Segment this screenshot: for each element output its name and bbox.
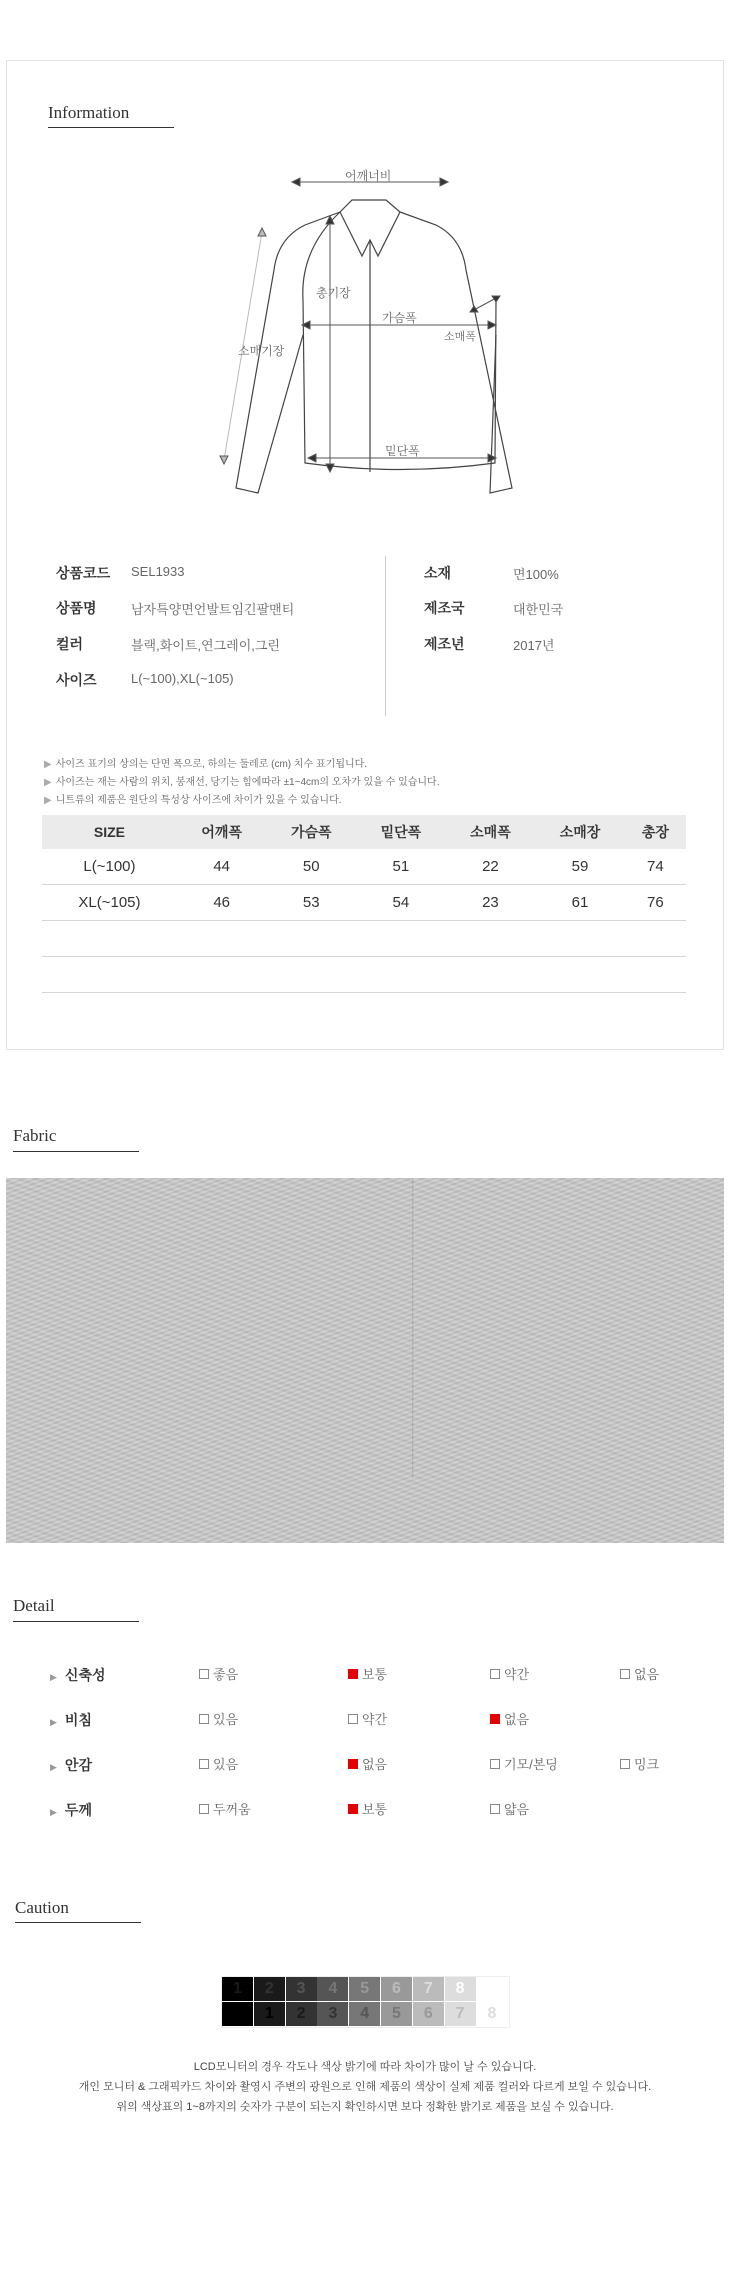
grayscale-cell: 5 [381,2002,412,2026]
spec-label-code: 상품코드 [56,565,111,581]
option-stretch-slight[interactable]: 약간 [490,1664,529,1683]
table-cell: 44 [177,849,267,885]
grayscale-cell: 7 [413,1977,444,2001]
option-thickness-thin[interactable]: 얇음 [490,1799,529,1818]
table-row [42,885,686,921]
grayscale-cell: 4 [349,2002,380,2026]
spec-value-name: 남자특양면언발트임긴팔맨티 [131,602,295,617]
spec-value-country: 대한민국 [513,602,564,617]
checkbox-icon [620,1669,630,1679]
detail-row-lining: ▶ 안감 [50,1757,92,1773]
checkbox-icon [490,1804,500,1814]
table-cell: 46 [177,885,267,921]
grayscale-cell [476,1977,507,2001]
spec-divider [385,556,386,716]
grayscale-cell: 6 [381,1977,412,2001]
checkbox-checked-icon [348,1759,358,1769]
caution-title: Caution [15,1898,69,1917]
option-thickness-normal[interactable]: 보통 [348,1799,387,1818]
spec-value-code: SEL1933 [131,564,185,579]
size-table-header-cell: 소매장 [535,815,625,849]
spec-value-material: 면100% [513,567,559,582]
detail-row-thickness: ▶ 두께 [50,1802,92,1818]
checkbox-icon [490,1669,500,1679]
size-table-header [42,815,686,849]
option-thickness-thick[interactable]: 두꺼움 [199,1799,251,1818]
garment-diagram [200,160,530,500]
spec-value-color: 블랙,화이트,연그레이,그린 [131,638,280,653]
detail-row-sheer: ▶ 비침 [50,1712,92,1728]
checkbox-icon [199,1669,209,1679]
checkbox-icon [490,1759,500,1769]
option-lining-mink[interactable]: 밍크 [620,1754,659,1773]
fabric-photo [6,1178,724,1543]
grayscale-cell: 8 [476,2002,507,2026]
table-cell: 59 [535,849,625,885]
detail-title: Detail [13,1596,55,1615]
table-cell: 61 [535,885,625,921]
grayscale-cell: 5 [349,1977,380,2001]
spec-label-color: 컬러 [56,636,84,652]
grayscale-cell [222,2002,253,2026]
grayscale-cell: 7 [445,2002,476,2026]
grayscale-cell: 6 [413,2002,444,2026]
spec-label-material: 소재 [424,565,452,581]
checkbox-checked-icon [348,1669,358,1679]
grayscale-cell: 1 [254,2002,285,2026]
checkbox-icon [348,1714,358,1724]
table-cell: 22 [446,849,536,885]
caution-title-underline [15,1922,141,1923]
fabric-title-underline [13,1151,139,1152]
detail-row-stretch: ▶ 신축성 [50,1667,106,1683]
table-cell: 23 [446,885,536,921]
diagram-label-sleeve-length: 소매기장 [238,344,285,358]
diagram-label-hem: 밑단폭 [385,444,420,458]
option-lining-yes[interactable]: 있음 [199,1754,238,1773]
spec-value-size: L(~100),XL(~105) [131,671,234,686]
grayscale-chart [221,1976,510,2028]
size-note-2: ▶ 사이즈는 재는 사람의 위치, 봉재선, 당기는 힘에따라 ±1~4cm의 오차가 있을 수 있습니다. [44,777,440,788]
fabric-seam [412,1178,415,1478]
size-table-header-cell: 총장 [625,815,686,849]
caution-line-3: 위의 색상표의 1~8까지의 숫자가 구분이 되는지 확인하시면 보다 정확한 밝기로 제품을 보실 수 있습니다. [116,2101,614,2113]
option-sheer-slight[interactable]: 약간 [348,1709,387,1728]
grayscale-cell: 2 [254,1977,285,2001]
checkbox-icon [620,1759,630,1769]
checkbox-icon [199,1714,209,1724]
grayscale-cell: 8 [445,1977,476,2001]
size-table-header-cell: 어깨폭 [177,815,267,849]
table-row-empty [42,921,686,957]
spec-label-year: 제조년 [424,636,465,652]
table-row [42,849,686,885]
option-sheer-yes[interactable]: 있음 [199,1709,238,1728]
table-cell: 53 [266,885,356,921]
size-table-header-cell: 가슴폭 [266,815,356,849]
table-row-empty [42,957,686,993]
spec-label-country: 제조국 [424,600,465,616]
grayscale-cell: 2 [286,2002,317,2026]
grayscale-cell: 3 [286,1977,317,2001]
option-lining-none[interactable]: 없음 [348,1754,387,1773]
spec-label-size: 사이즈 [56,672,97,688]
detail-title-underline [13,1621,139,1622]
information-title-underline [48,127,174,128]
table-cell: 74 [625,849,686,885]
caution-line-1: LCD모니터의 경우 각도나 색상 밝기에 따라 차이가 많이 날 수 있습니다. [193,2061,537,2073]
checkbox-checked-icon [490,1714,500,1724]
diagram-label-chest: 가슴폭 [382,311,417,325]
spec-value-year: 2017년 [513,638,555,653]
size-table-header-cell: SIZE [42,815,177,849]
grayscale-cell: 3 [317,2002,348,2026]
option-stretch-none[interactable]: 없음 [620,1664,659,1683]
option-stretch-good[interactable]: 좋음 [199,1664,238,1683]
grayscale-cell: 4 [317,1977,348,2001]
size-table [42,815,686,993]
table-cell: L(~100) [42,849,177,885]
spec-label-name: 상품명 [56,600,97,616]
size-note-3: ▶ 니트류의 제품은 원단의 특성상 사이즈에 차이가 있을 수 있습니다. [44,795,342,806]
diagram-label-length: 총기장 [316,286,351,300]
size-table-header-cell: 소매폭 [446,815,536,849]
table-cell: 54 [356,885,446,921]
diagram-label-sleeve-width: 소매폭 [444,331,476,343]
caution-line-2: 개인 모니터 & 그래픽카드 차이와 촬영시 주변의 광원으로 인해 제품의 색상이 실제 제품 컬러와 다르게 보일 수 있습니다. [78,2081,652,2093]
checkbox-checked-icon [348,1804,358,1814]
size-table-header-cell: 밑단폭 [356,815,446,849]
checkbox-icon [199,1759,209,1769]
fabric-title: Fabric [13,1126,57,1145]
diagram-label-shoulder: 어깨너비 [345,169,392,183]
option-sheer-none[interactable]: 없음 [490,1709,529,1728]
table-cell: XL(~105) [42,885,177,921]
table-cell: 51 [356,849,446,885]
checkbox-icon [199,1804,209,1814]
table-cell: 76 [625,885,686,921]
size-note-1: ▶ 사이즈 표기의 상의는 단면 폭으로, 하의는 둘레로 (cm) 치수 표기됩니다. [44,759,368,770]
information-title: Information [48,103,130,122]
option-stretch-normal[interactable]: 보통 [348,1664,387,1683]
table-cell: 50 [266,849,356,885]
grayscale-cell: 1 [222,1977,253,2001]
option-lining-fleece[interactable]: 기모/본딩 [490,1754,558,1773]
